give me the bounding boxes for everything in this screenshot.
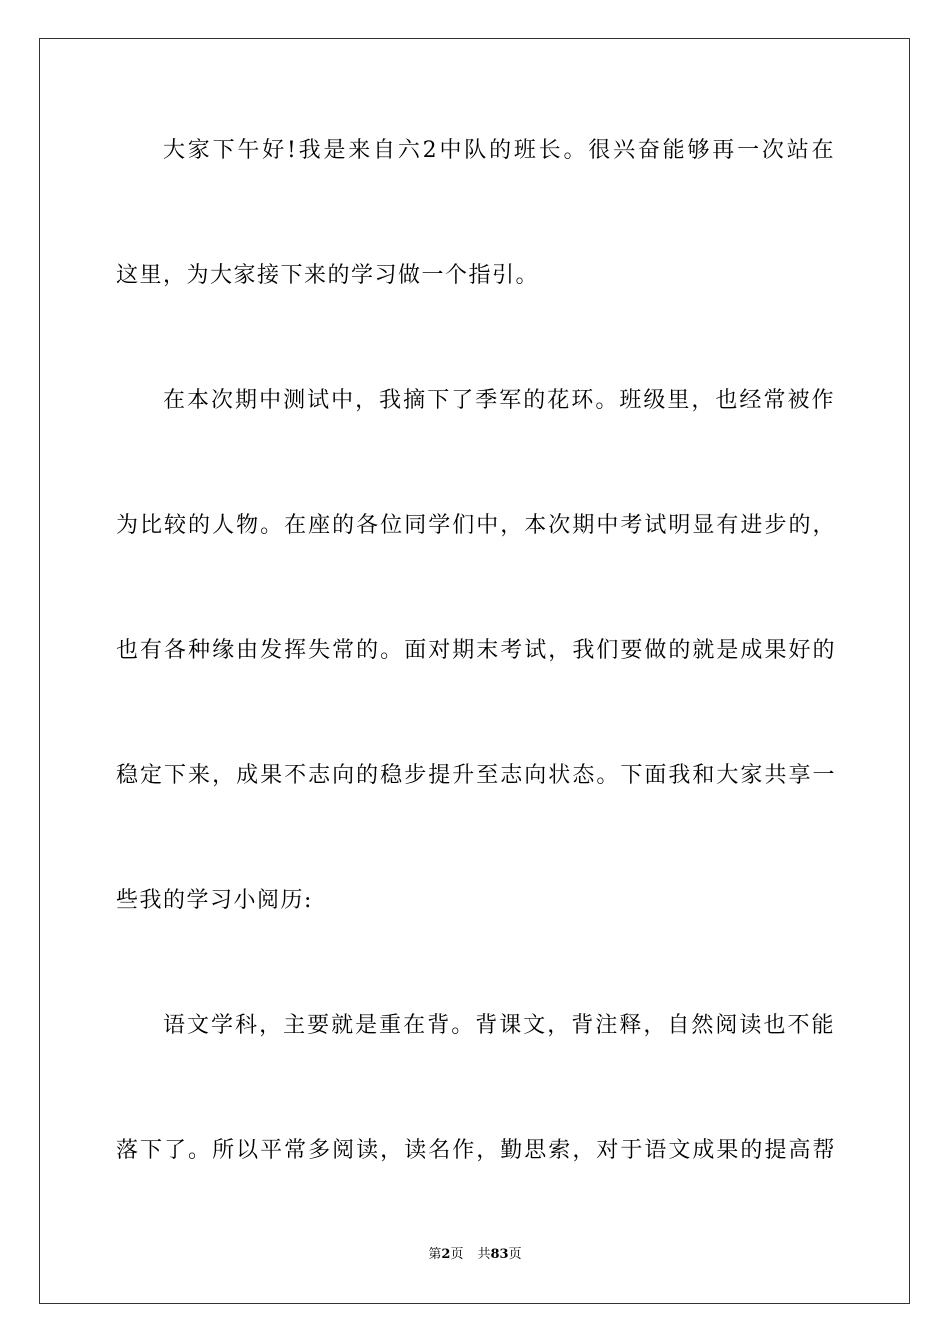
body-line-9: 落下了。所以平常多阅读，读名作，勤思索，对于语文成果的提高帮 [116, 1138, 836, 1163]
body-line-4: 为比较的人物。在座的各位同学们中，本次期中考试明显有进步的， [116, 513, 836, 538]
page-suffix: 页 [450, 1247, 464, 1262]
page-footer [0, 1246, 950, 1264]
body-line-2: 这里，为大家接下来的学习做一个指引。 [116, 263, 540, 288]
body-line-3: 在本次期中测试中，我摘下了季军的花环。班级里，也经常被作 [163, 388, 835, 413]
page-frame [39, 38, 910, 1304]
total-prefix: 共 [477, 1247, 491, 1262]
body-line-5: 也有各种缘由发挥失常的。面对期末考试，我们要做的就是成果好的 [116, 638, 836, 663]
body-line-6: 稳定下来，成果不志向的稳步提升至志向状态。下面我和大家共享一 [116, 763, 836, 788]
body-line-7: 些我的学习小阅历: [116, 888, 313, 913]
page-prefix: 第 [428, 1247, 442, 1262]
body-line-1: 大家下午好!我是来自六2中队的班长。很兴奋能够再一次站在 [163, 138, 835, 163]
page-number: 2 [441, 1247, 451, 1262]
total-suffix: 页 [508, 1247, 522, 1262]
total-pages: 83 [490, 1247, 509, 1262]
body-line-8: 语文学科，主要就是重在背。背课文，背注释，自然阅读也不能 [163, 1013, 835, 1038]
